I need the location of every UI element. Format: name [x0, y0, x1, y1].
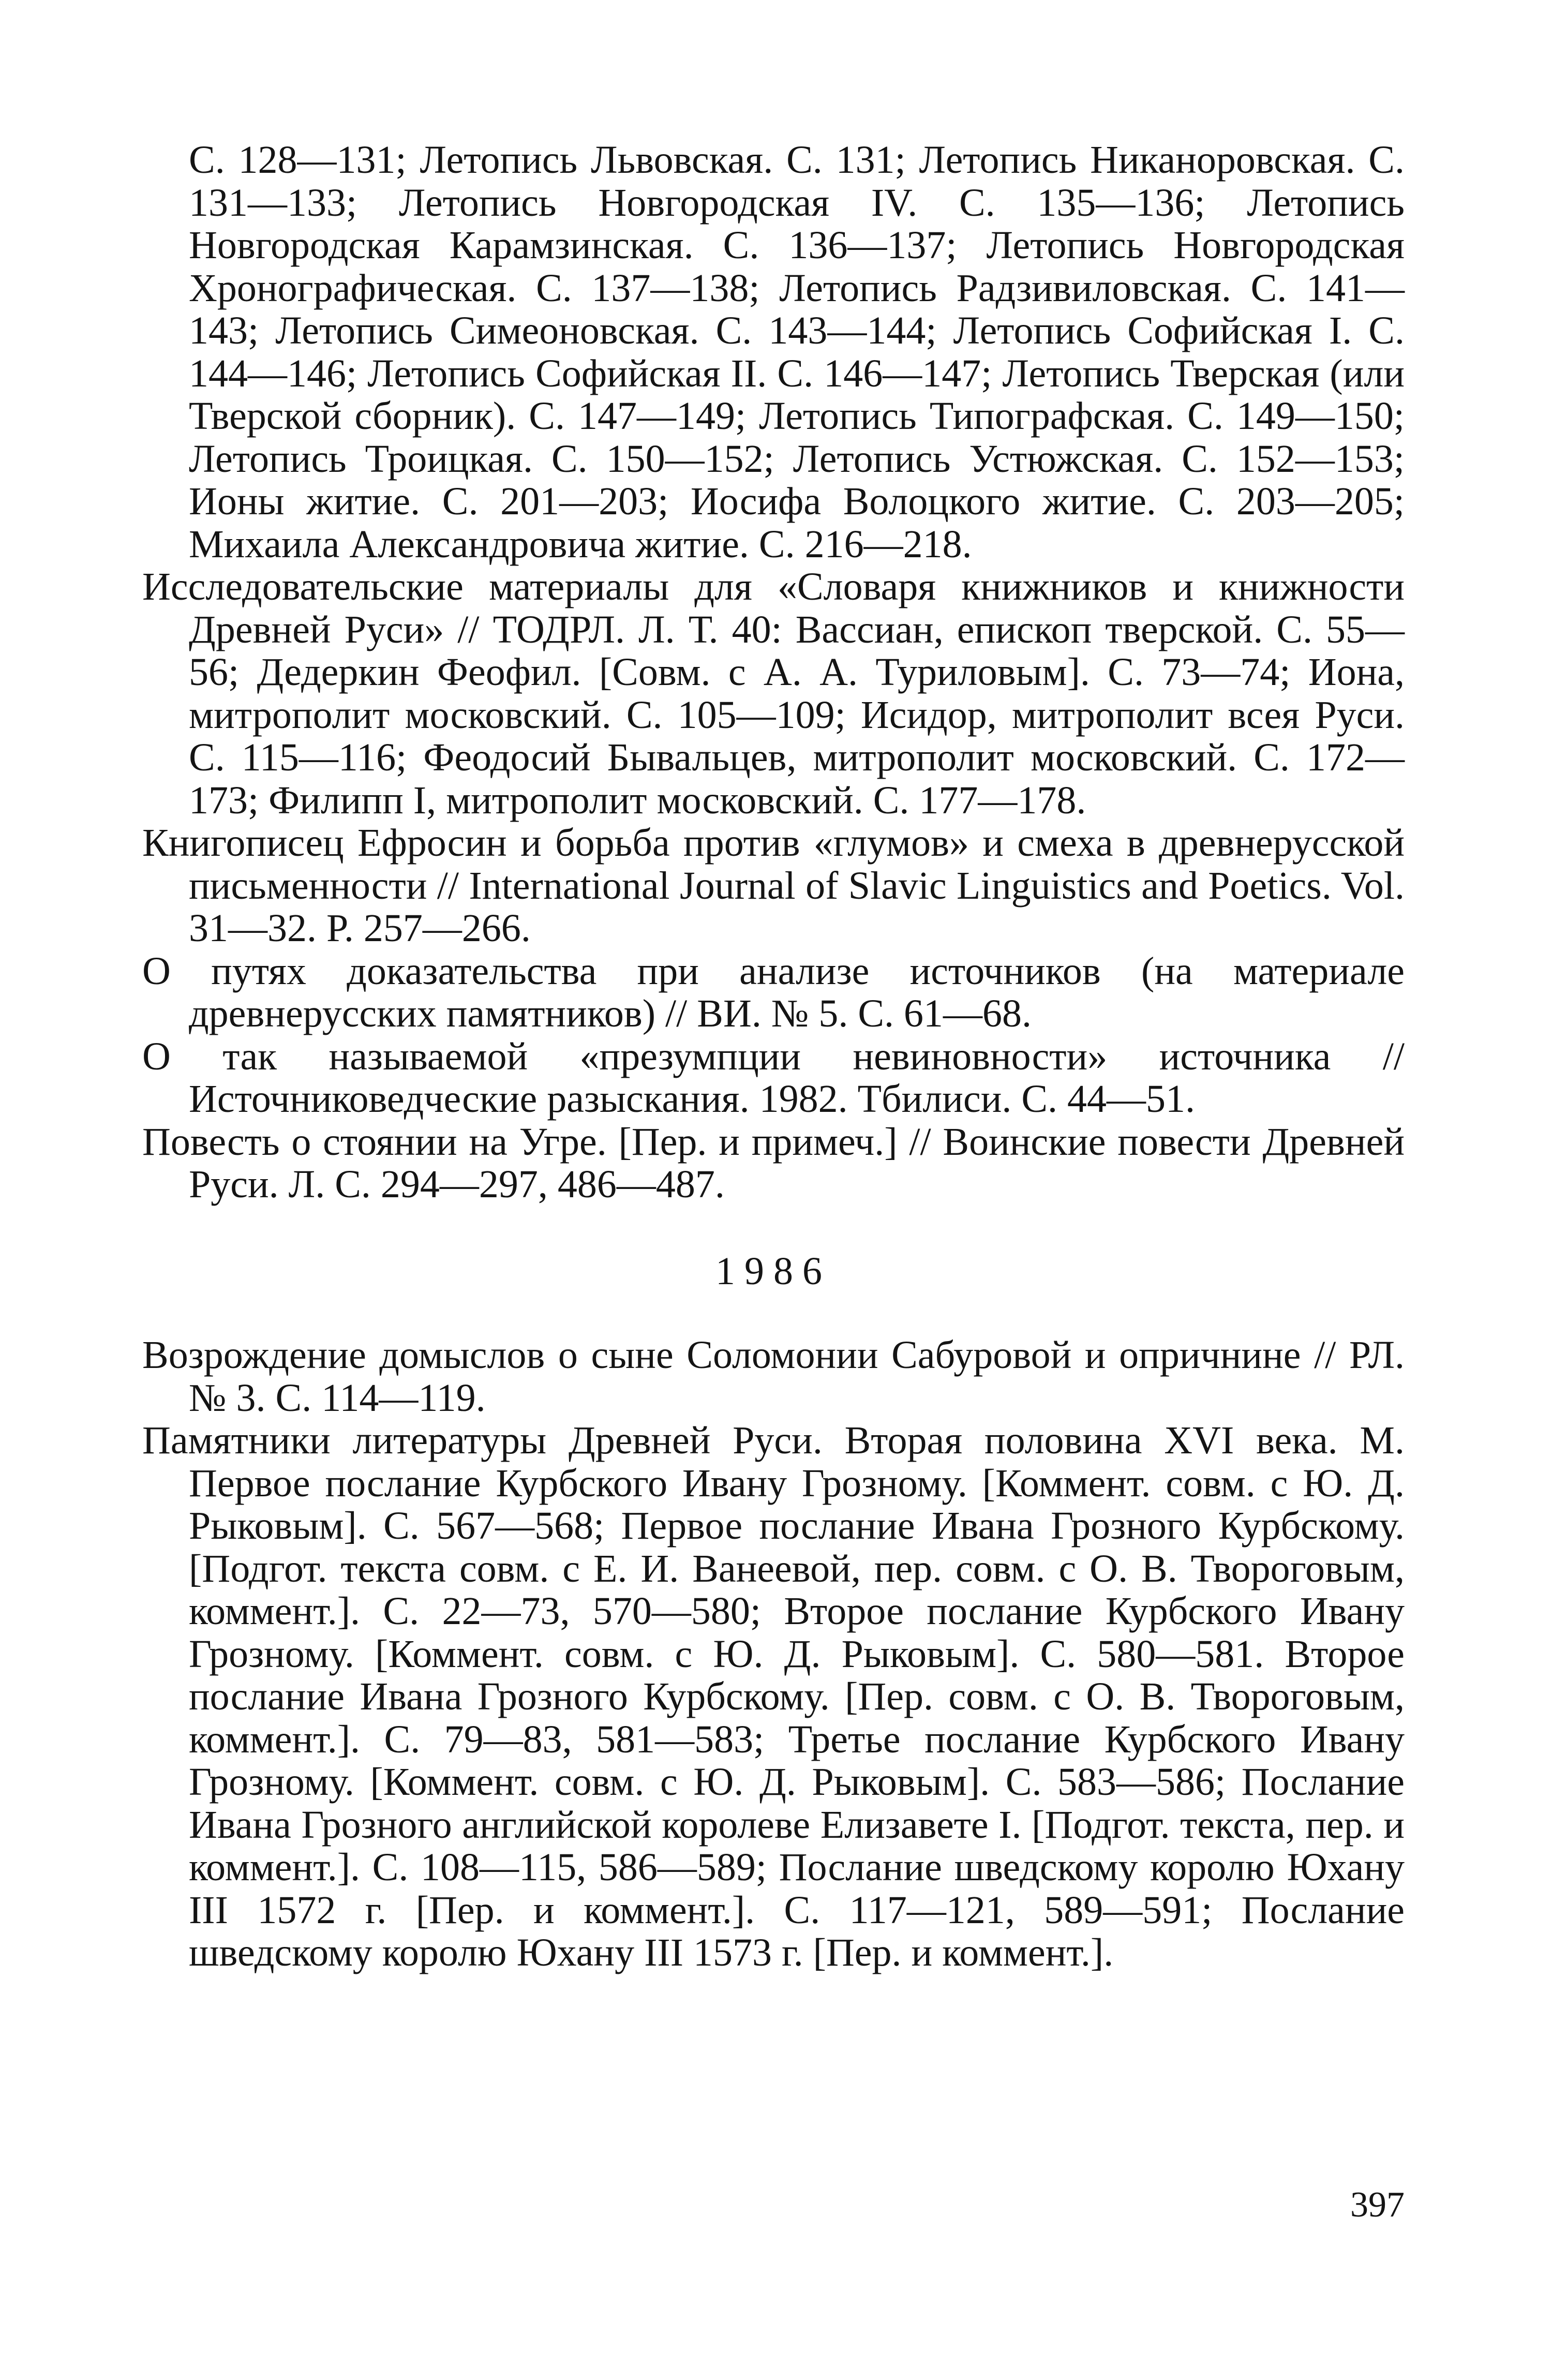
bibliography-entry: Книгописец Ефросин и борьба против «глумов» и смеха в древнерусской письменности // International Journal of Slavic Linguistics and Poetics. Vol. 31—32. P. 257—266.	[142, 821, 1405, 950]
bibliography-entry: О так называемой «презумпции невиновности» источника // Источниковедческие разыскания. 1982. Тбилиси. С. 44—51.	[142, 1034, 1405, 1121]
bibliography-entry: О путях доказательства при анализе источников (на материале древнерусских памятников) // ВИ. № 5. С. 61—68.	[142, 949, 1405, 1035]
bibliography-entry: Возрождение домыслов о сыне Соломонии Сабуровой и опричнине // РЛ. № 3. С. 114—119.	[142, 1333, 1405, 1420]
bibliography-entry-continued: С. 128—131; Летопись Львовская. С. 131; Летопись Никаноровская. С. 131—133; Летопись Новгородская IV. С. 135—136; Летопись Новгородская Карамзинская. С. 136—137; Летопись Новгородская Хронографическая. С. 137—138; Летопись Радзивиловская. С. 141—143; Летопись Симеоновская. С. 143—144; Летопись Софийская I. С. 144—146; Летопись Софийская II. С. 146—147; Летопись Тверская (или Тверской сборник). С. 147—149; Летопись Типографская. С. 149—150; Летопись Троицкая. С. 150—152; Летопись Устюжская. С. 152—153; Ионы житие. С. 201—203; Иосифа Волоцкого житие. С. 203—205; Михаила Александровича житие. С. 216—218.	[189, 138, 1405, 566]
bibliography-entry: Исследовательские материалы для «Словаря книжников и книжности Древней Руси» // ТОДРЛ. Л. Т. 40: Вассиан, епископ тверской. С. 55—56; Дедеркин Феофил. [Совм. с А. А. Туриловым]. С. 73—74; Иона, митрополит московский. С. 105—109; Исидор, митрополит всея Руси. С. 115—116; Феодосий Бывальцев, митрополит московский. С. 172—173; Филипп I, митрополит московский. С. 177—178.	[142, 565, 1405, 822]
bibliography-page	[142, 139, 1405, 1974]
bibliography-entry: Памятники литературы Древней Руси. Вторая половина XVI века. М. Первое послание Курбского Ивану Грозному. [Коммент. совм. с Ю. Д. Рыковым]. С. 567—568; Первое послание Ивана Грозного Курбскому. [Подгот. текста совм. с Е. И. Ванеевой, пер. совм. с О. В. Твороговым, коммент.]. С. 22—73, 570—580; Второе послание Курбского Ивану Грозному. [Коммент. совм. с Ю. Д. Рыковым]. С. 580—581. Второе послание Ивана Грозного Курбскому. [Пер. совм. с О. В. Твороговым, коммент.]. С. 79—83, 581—583; Третье послание Курбского Ивану Грозному. [Коммент. совм. с Ю. Д. Рыковым]. С. 583—586; Послание Ивана Грозного английской королеве Елизавете I. [Подгот. текста, пер. и коммент.]. С. 108—115, 586—589; Послание шведскому королю Юхану III 1572 г. [Пер. и коммент.]. С. 117—121, 589—591; Послание шведскому королю Юхану III 1573 г. [Пер. и коммент.].	[142, 1419, 1405, 1974]
page-number: 397	[1350, 2185, 1405, 2225]
year-heading: 1986	[715, 1249, 831, 1293]
bibliography-entry: Повесть о стоянии на Угре. [Пер. и примеч.] // Воинские повести Древней Руси. Л. С. 294—297, 486—487.	[142, 1120, 1405, 1206]
